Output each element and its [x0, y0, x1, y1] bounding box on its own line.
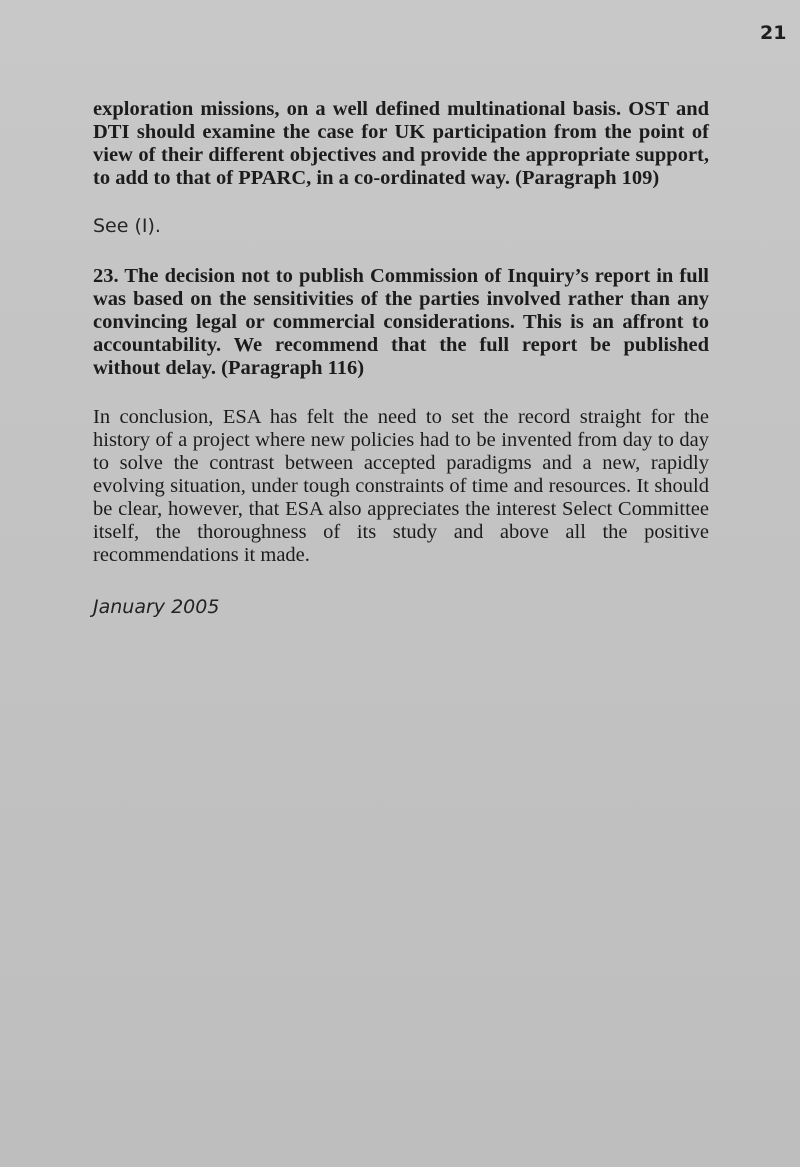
- conclusion-paragraph: In conclusion, ESA has felt the need to set the record straight for the history of a project where new policies had to be invented from day to day to solve the contrast between accepted paradigms and a new, rapidly evolving situation, under tough constraints of time and resources. It should be clear, however, that ESA also appreciates the interest Select Committee itself, the thoroughness of its study and above all the positive recommendations it made.: [93, 406, 709, 566]
- recommendation-paragraph-continued: exploration missions, on a well defined multinational basis. OST and DTI should examine the case for UK participation from the point of view of their different objectives and provide the appropriate support, to add to that of PPARC, in a co-ordinated way. (Paragraph 109): [93, 98, 709, 189]
- page-number: 21: [760, 22, 787, 44]
- document-body: [93, 98, 709, 619]
- see-reference-note: See (I).: [93, 215, 161, 237]
- recommendation-paragraph-23: 23. The decision not to publish Commission of Inquiry’s report in full was based on the sensitivities of the parties involved rather than any convincing legal or commercial considerations. This is an affront to accountability. We recommend that the full report be published without delay. (Paragraph 116): [93, 265, 709, 379]
- document-date: January 2005: [93, 596, 220, 618]
